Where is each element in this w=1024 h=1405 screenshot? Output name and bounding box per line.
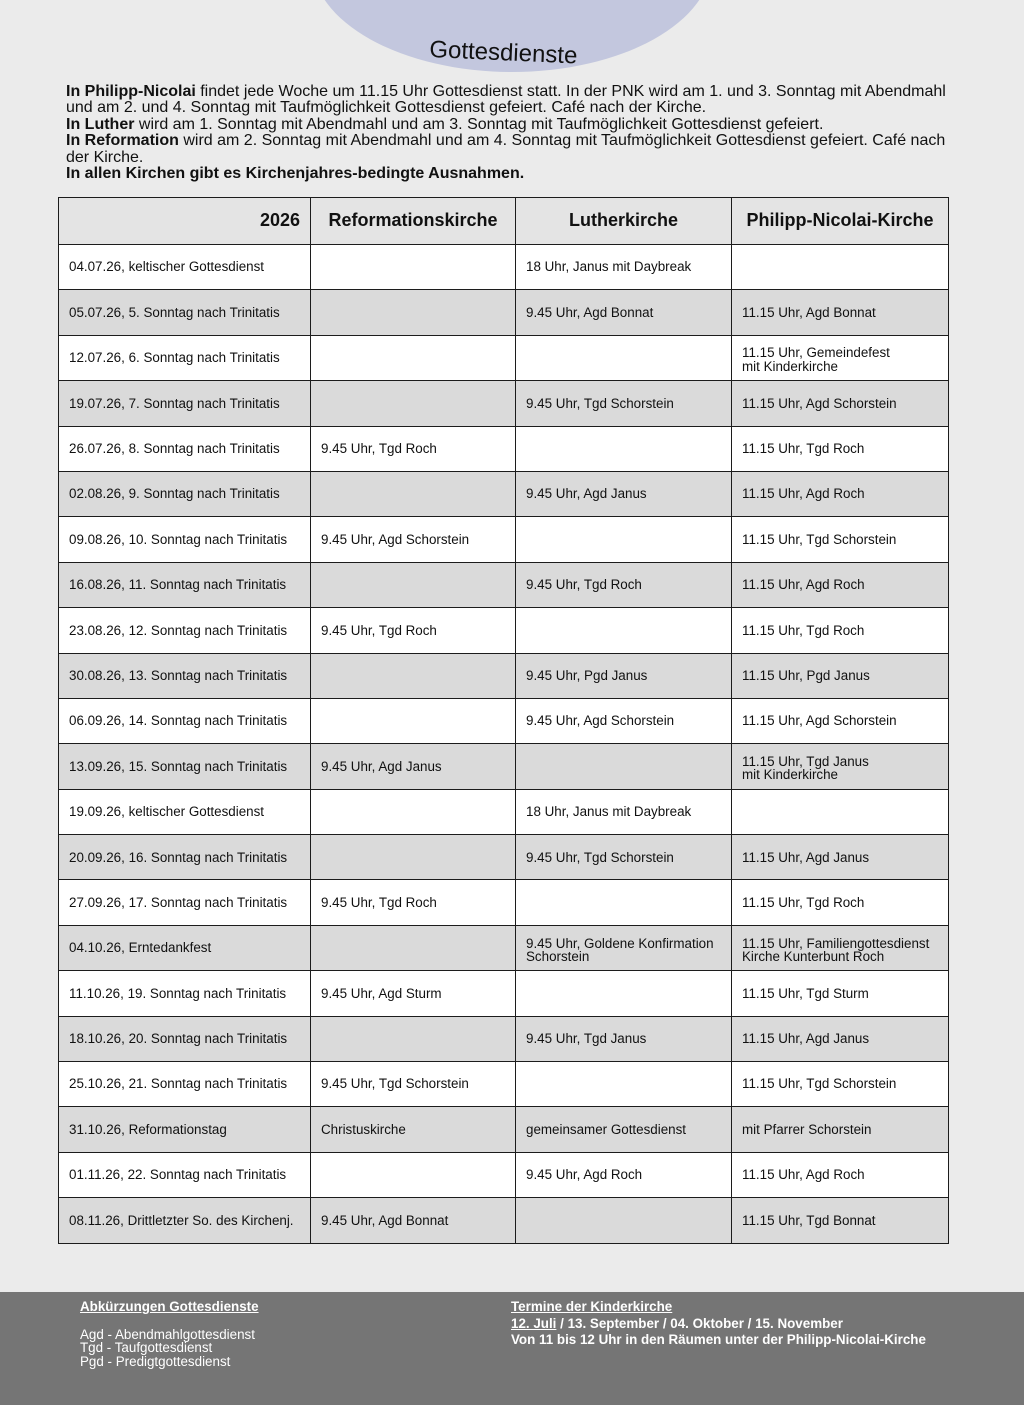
reformationskirche-cell: 9.45 Uhr, Agd Sturm [311,971,516,1016]
lutherkirche-cell: 9.45 Uhr, Tgd Schorstein [516,835,732,880]
lutherkirche-cell [516,744,732,789]
lutherkirche-cell: 9.45 Uhr, Agd Janus [516,471,732,516]
intro-exceptions-note: In allen Kirchen gibt es Kirchenjahres-bedingte Ausnahmen. [66,165,525,183]
reformationskirche-cell [311,1016,516,1061]
abbreviations-title: Abkürzungen Gottesdienste [80,1299,259,1314]
service-schedule-table [58,197,949,1244]
date-occasion-cell: 19.07.26, 7. Sonntag nach Trinitatis [59,381,311,426]
intro-luther-label: In Luther [66,115,135,133]
lutherkirche-cell [516,335,732,380]
date-occasion-cell: 06.09.26, 14. Sonntag nach Trinitatis [59,698,311,743]
date-occasion-cell: 30.08.26, 13. Sonntag nach Trinitatis [59,653,311,698]
table-row [59,562,949,607]
intro-reformation-label: In Reformation [66,132,179,150]
lutherkirche-cell [516,1198,732,1243]
reformationskirche-cell: 9.45 Uhr, Agd Schorstein [311,517,516,562]
philipp-nicolai-cell: 11.15 Uhr, Agd Schorstein [732,698,949,743]
table-row [59,335,949,380]
lutherkirche-cell: 9.45 Uhr, Tgd Roch [516,562,732,607]
reformationskirche-cell: Christuskirche [311,1107,516,1152]
philipp-nicolai-cell: 11.15 Uhr, Familiengottesdienst Kirche Kunterbunt Roch [732,925,949,970]
reformationskirche-cell [311,925,516,970]
lutherkirche-cell: gemeinsamer Gottesdienst [516,1107,732,1152]
lutherkirche-cell: 18 Uhr, Janus mit Daybreak [516,789,732,834]
date-occasion-cell: 04.07.26, keltischer Gottesdienst [59,245,311,290]
date-occasion-cell: 11.10.26, 19. Sonntag nach Trinitatis [59,971,311,1016]
date-occasion-cell: 25.10.26, 21. Sonntag nach Trinitatis [59,1062,311,1107]
date-occasion-cell: 31.10.26, Reformationstag [59,1107,311,1152]
kinderkirche-other-dates: / 13. September / 04. Oktober / 15. November [556,1315,843,1331]
philipp-nicolai-cell: 11.15 Uhr, Tgd Roch [732,608,949,653]
philipp-nicolai-cell [732,245,949,290]
philipp-nicolai-cell: 11.15 Uhr, Pgd Janus [732,653,949,698]
lutherkirche-cell [516,971,732,1016]
lutherkirche-cell: 9.45 Uhr, Agd Bonnat [516,290,732,335]
reformationskirche-cell: 9.45 Uhr, Tgd Roch [311,880,516,925]
table-row [59,381,949,426]
table-row [59,835,949,880]
header-philipp-nicolai-kirche: Philipp-Nicolai-Kirche [732,198,949,245]
lutherkirche-cell: 9.45 Uhr, Agd Roch [516,1152,732,1197]
kinderkirche-first-date: 12. Juli [511,1315,557,1331]
reformationskirche-cell: 9.45 Uhr, Tgd Schorstein [311,1062,516,1107]
philipp-nicolai-cell: 11.15 Uhr, Agd Roch [732,562,949,607]
date-occasion-cell: 27.09.26, 17. Sonntag nach Trinitatis [59,880,311,925]
table-row [59,1152,949,1197]
date-occasion-cell: 04.10.26, Erntedankfest [59,925,311,970]
lutherkirche-cell: 9.45 Uhr, Goldene Konfirmation Schorstein [516,925,732,970]
table-row [59,880,949,925]
philipp-nicolai-cell: 11.15 Uhr, Tgd Janus mit Kinderkirche [732,744,949,789]
table-row [59,1107,949,1152]
footer [0,1292,1024,1405]
table-row [59,653,949,698]
table-row [59,744,949,789]
reformationskirche-cell: 9.45 Uhr, Agd Bonnat [311,1198,516,1243]
kinderkirche-place: Von 11 bis 12 Uhr in den Räumen unter der Philipp-Nicolai-Kirche [511,1332,926,1347]
date-occasion-cell: 26.07.26, 8. Sonntag nach Trinitatis [59,426,311,471]
table-row [59,789,949,834]
date-occasion-cell: 18.10.26, 20. Sonntag nach Trinitatis [59,1016,311,1061]
table-row [59,925,949,970]
philipp-nicolai-cell: 11.15 Uhr, Agd Bonnat [732,290,949,335]
abbreviation-item: Tgd - Taufgottesdienst [80,1340,213,1356]
lutherkirche-cell [516,608,732,653]
lutherkirche-cell [516,426,732,471]
kinderkirche-section [511,1299,926,1349]
lutherkirche-cell: 9.45 Uhr, Pgd Janus [516,653,732,698]
reformationskirche-cell [311,653,516,698]
table-row [59,471,949,516]
reformationskirche-cell [311,562,516,607]
philipp-nicolai-cell: mit Pfarrer Schorstein [732,1107,949,1152]
date-occasion-cell: 12.07.26, 6. Sonntag nach Trinitatis [59,335,311,380]
philipp-nicolai-cell: 11.15 Uhr, Tgd Roch [732,880,949,925]
table-row [59,698,949,743]
reformationskirche-cell: 9.45 Uhr, Tgd Roch [311,608,516,653]
philipp-nicolai-cell: 11.15 Uhr, Tgd Roch [732,426,949,471]
table-row [59,1198,949,1243]
abbreviation-item: Pgd - Predigtgottesdienst [80,1353,231,1369]
reformationskirche-cell [311,381,516,426]
lutherkirche-cell [516,1062,732,1107]
header-year: 2026 [59,198,311,245]
date-occasion-cell: 20.09.26, 16. Sonntag nach Trinitatis [59,835,311,880]
table-row [59,245,949,290]
reformationskirche-cell [311,1152,516,1197]
table-row [59,971,949,1016]
kinderkirche-title: Termine der Kinderkirche [511,1299,673,1314]
philipp-nicolai-cell: 11.15 Uhr, Agd Roch [732,471,949,516]
date-occasion-cell: 01.11.26, 22. Sonntag nach Trinitatis [59,1152,311,1197]
lutherkirche-cell [516,880,732,925]
reformationskirche-cell [311,245,516,290]
kinderkirche-dates [511,1316,926,1333]
table-header-row [59,198,949,245]
abbreviations-section [80,1300,259,1368]
date-occasion-cell: 13.09.26, 15. Sonntag nach Trinitatis [59,744,311,789]
date-occasion-cell: 02.08.26, 9. Sonntag nach Trinitatis [59,471,311,516]
philipp-nicolai-cell: 11.15 Uhr, Gemeindefest mit Kinderkirche [732,335,949,380]
philipp-nicolai-cell: 11.15 Uhr, Tgd Sturm [732,971,949,1016]
lutherkirche-cell [516,517,732,562]
philipp-nicolai-cell: 11.15 Uhr, Tgd Schorstein [732,517,949,562]
lutherkirche-cell: 9.45 Uhr, Agd Schorstein [516,698,732,743]
intro-philipp-nicolai-label: In Philipp-Nicolai [66,83,196,100]
reformationskirche-cell [311,471,516,516]
philipp-nicolai-cell: 11.15 Uhr, Tgd Schorstein [732,1062,949,1107]
reformationskirche-cell [311,335,516,380]
reformationskirche-cell [311,290,516,335]
philipp-nicolai-cell: 11.15 Uhr, Agd Janus [732,1016,949,1061]
date-occasion-cell: 23.08.26, 12. Sonntag nach Trinitatis [59,608,311,653]
reformationskirche-cell [311,835,516,880]
table-row [59,290,949,335]
intro-text [66,84,966,182]
date-occasion-cell: 08.11.26, Drittletzter So. des Kirchenj. [59,1198,311,1243]
lutherkirche-cell: 9.45 Uhr, Tgd Janus [516,1016,732,1061]
table-row [59,1016,949,1061]
intro-luther-text: wird am 1. Sonntag mit Abendmahl und am 3. Sonntag mit Taufmöglichkeit Gottesdienst gefeiert. [134,115,824,133]
page-title: Gottesdienste [428,36,578,70]
reformationskirche-cell [311,789,516,834]
philipp-nicolai-cell [732,789,949,834]
intro-philipp-nicolai-text: findet jede Woche um 11.15 Uhr Gottesdienst statt. In der PNK wird am 1. und 3. Sonntag mit Abendmahl und am 2. und 4. Sonntag mit Taufmöglichkeit Gottesdienst gefeiert. Café nach der Kirche. [66,83,946,117]
table-row [59,1062,949,1107]
philipp-nicolai-cell: 11.15 Uhr, Agd Roch [732,1152,949,1197]
date-occasion-cell: 16.08.26, 11. Sonntag nach Trinitatis [59,562,311,607]
reformationskirche-cell [311,698,516,743]
date-occasion-cell: 19.09.26, keltischer Gottesdienst [59,789,311,834]
table-row [59,608,949,653]
date-occasion-cell: 05.07.26, 5. Sonntag nach Trinitatis [59,290,311,335]
intro-reformation-text: wird am 2. Sonntag mit Abendmahl und am 4. Sonntag mit Taufmöglichkeit Gottesdienst gefeiert. Café nach der Kirche. [66,132,946,166]
abbreviation-item: Agd - Abendmahlgottesdienst [80,1326,255,1342]
date-occasion-cell: 09.08.26, 10. Sonntag nach Trinitatis [59,517,311,562]
reformationskirche-cell: 9.45 Uhr, Agd Janus [311,744,516,789]
lutherkirche-cell: 9.45 Uhr, Tgd Schorstein [516,381,732,426]
philipp-nicolai-cell: 11.15 Uhr, Agd Schorstein [732,381,949,426]
header-reformationskirche: Reformationskirche [311,198,516,245]
lutherkirche-cell: 18 Uhr, Janus mit Daybreak [516,245,732,290]
reformationskirche-cell: 9.45 Uhr, Tgd Roch [311,426,516,471]
table-row [59,426,949,471]
table-row [59,517,949,562]
philipp-nicolai-cell: 11.15 Uhr, Tgd Bonnat [732,1198,949,1243]
header-lutherkirche: Lutherkirche [516,198,732,245]
philipp-nicolai-cell: 11.15 Uhr, Agd Janus [732,835,949,880]
